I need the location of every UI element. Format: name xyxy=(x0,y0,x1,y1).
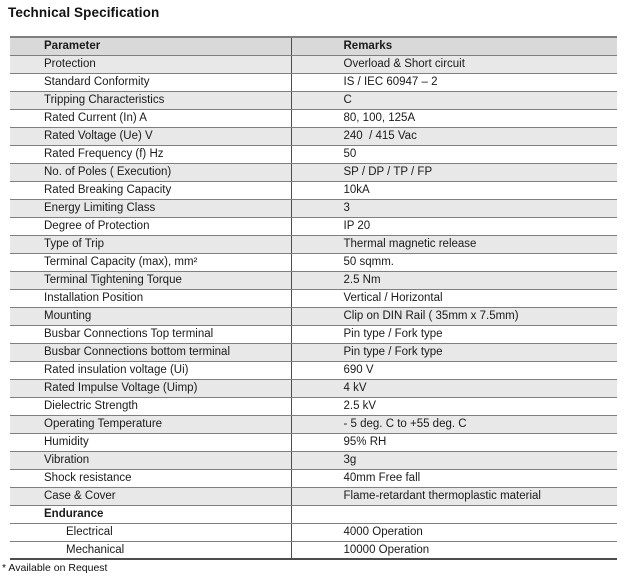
remark-cell: 3 xyxy=(291,199,617,217)
table-row xyxy=(10,55,617,73)
parameter-cell: Electrical xyxy=(10,523,291,541)
table-row xyxy=(10,343,617,361)
parameter-cell: Protection xyxy=(10,55,291,73)
remark-cell: Thermal magnetic release xyxy=(291,235,617,253)
remark-cell: Pin type / Fork type xyxy=(291,325,617,343)
table-row xyxy=(10,199,617,217)
remark-cell: 4000 Operation xyxy=(291,523,617,541)
parameter-cell: No. of Poles ( Execution) xyxy=(10,163,291,181)
parameter-cell: Standard Conformity xyxy=(10,73,291,91)
table-row xyxy=(10,415,617,433)
table-row xyxy=(10,361,617,379)
table-row xyxy=(10,469,617,487)
parameter-cell: Installation Position xyxy=(10,289,291,307)
table-row xyxy=(10,271,617,289)
parameter-cell: Vibration xyxy=(10,451,291,469)
remark-cell: 50 sqmm. xyxy=(291,253,617,271)
parameter-cell: Terminal Tightening Torque xyxy=(10,271,291,289)
table-row xyxy=(10,91,617,109)
parameter-cell: Terminal Capacity (max), mm² xyxy=(10,253,291,271)
remark-cell: C xyxy=(291,91,617,109)
remark-cell: 2.5 kV xyxy=(291,397,617,415)
parameter-cell: Rated Frequency (f) Hz xyxy=(10,145,291,163)
table-row xyxy=(10,109,617,127)
table-row xyxy=(10,289,617,307)
parameter-cell: Degree of Protection xyxy=(10,217,291,235)
table-row xyxy=(10,505,617,523)
remark-cell: Clip on DIN Rail ( 35mm x 7.5mm) xyxy=(291,307,617,325)
parameter-cell: Busbar Connections Top terminal xyxy=(10,325,291,343)
footnote: * Available on Request xyxy=(2,562,108,574)
remark-cell: IS / IEC 60947 – 2 xyxy=(291,73,617,91)
remark-cell: Overload & Short circuit xyxy=(291,55,617,73)
table-row xyxy=(10,181,617,199)
table-row xyxy=(10,541,617,559)
parameter-cell: Operating Temperature xyxy=(10,415,291,433)
parameter-cell: Type of Trip xyxy=(10,235,291,253)
remark-cell: 3g xyxy=(291,451,617,469)
parameter-cell: Tripping Characteristics xyxy=(10,91,291,109)
remark-cell: SP / DP / TP / FP xyxy=(291,163,617,181)
table-row xyxy=(10,217,617,235)
remark-cell: 4 kV xyxy=(291,379,617,397)
table-header-row xyxy=(10,37,617,55)
parameter-cell: Rated Current (In) A xyxy=(10,109,291,127)
parameter-cell: Mechanical xyxy=(10,541,291,559)
parameter-cell: Rated Voltage (Ue) V xyxy=(10,127,291,145)
parameter-cell: Rated insulation voltage (Ui) xyxy=(10,361,291,379)
column-header-remarks: Remarks xyxy=(291,37,617,55)
parameter-cell: Shock resistance xyxy=(10,469,291,487)
table-row xyxy=(10,145,617,163)
remark-cell: IP 20 xyxy=(291,217,617,235)
column-header-parameter: Parameter xyxy=(10,37,291,55)
remark-cell: 10kA xyxy=(291,181,617,199)
parameter-cell: Dielectric Strength xyxy=(10,397,291,415)
remark-cell: 690 V xyxy=(291,361,617,379)
table-row xyxy=(10,325,617,343)
parameter-cell: Energy Limiting Class xyxy=(10,199,291,217)
table-row xyxy=(10,487,617,505)
table-row xyxy=(10,253,617,271)
table-row xyxy=(10,379,617,397)
remark-cell: 240 / 415 Vac xyxy=(291,127,617,145)
page-title: Technical Specification xyxy=(8,5,160,20)
parameter-cell: Case & Cover xyxy=(10,487,291,505)
table-row xyxy=(10,397,617,415)
table-row xyxy=(10,451,617,469)
remark-cell: 95% RH xyxy=(291,433,617,451)
remark-cell: Pin type / Fork type xyxy=(291,343,617,361)
table-body xyxy=(10,55,617,559)
parameter-cell: Humidity xyxy=(10,433,291,451)
remark-cell: Vertical / Horizontal xyxy=(291,289,617,307)
parameter-cell: Endurance xyxy=(10,505,291,523)
remark-cell xyxy=(291,505,617,523)
technical-specification-table xyxy=(10,36,617,560)
table-row xyxy=(10,433,617,451)
table-row xyxy=(10,127,617,145)
parameter-cell: Mounting xyxy=(10,307,291,325)
remark-cell: 80, 100, 125A xyxy=(291,109,617,127)
table-row xyxy=(10,235,617,253)
parameter-cell: Rated Impulse Voltage (Uimp) xyxy=(10,379,291,397)
table-row xyxy=(10,73,617,91)
remark-cell: Flame-retardant thermoplastic material xyxy=(291,487,617,505)
remark-cell: 10000 Operation xyxy=(291,541,617,559)
parameter-cell: Rated Breaking Capacity xyxy=(10,181,291,199)
remark-cell: - 5 deg. C to +55 deg. C xyxy=(291,415,617,433)
table-row xyxy=(10,523,617,541)
remark-cell: 2.5 Nm xyxy=(291,271,617,289)
table-row xyxy=(10,163,617,181)
remark-cell: 40mm Free fall xyxy=(291,469,617,487)
table-row xyxy=(10,307,617,325)
remark-cell: 50 xyxy=(291,145,617,163)
parameter-cell: Busbar Connections bottom terminal xyxy=(10,343,291,361)
